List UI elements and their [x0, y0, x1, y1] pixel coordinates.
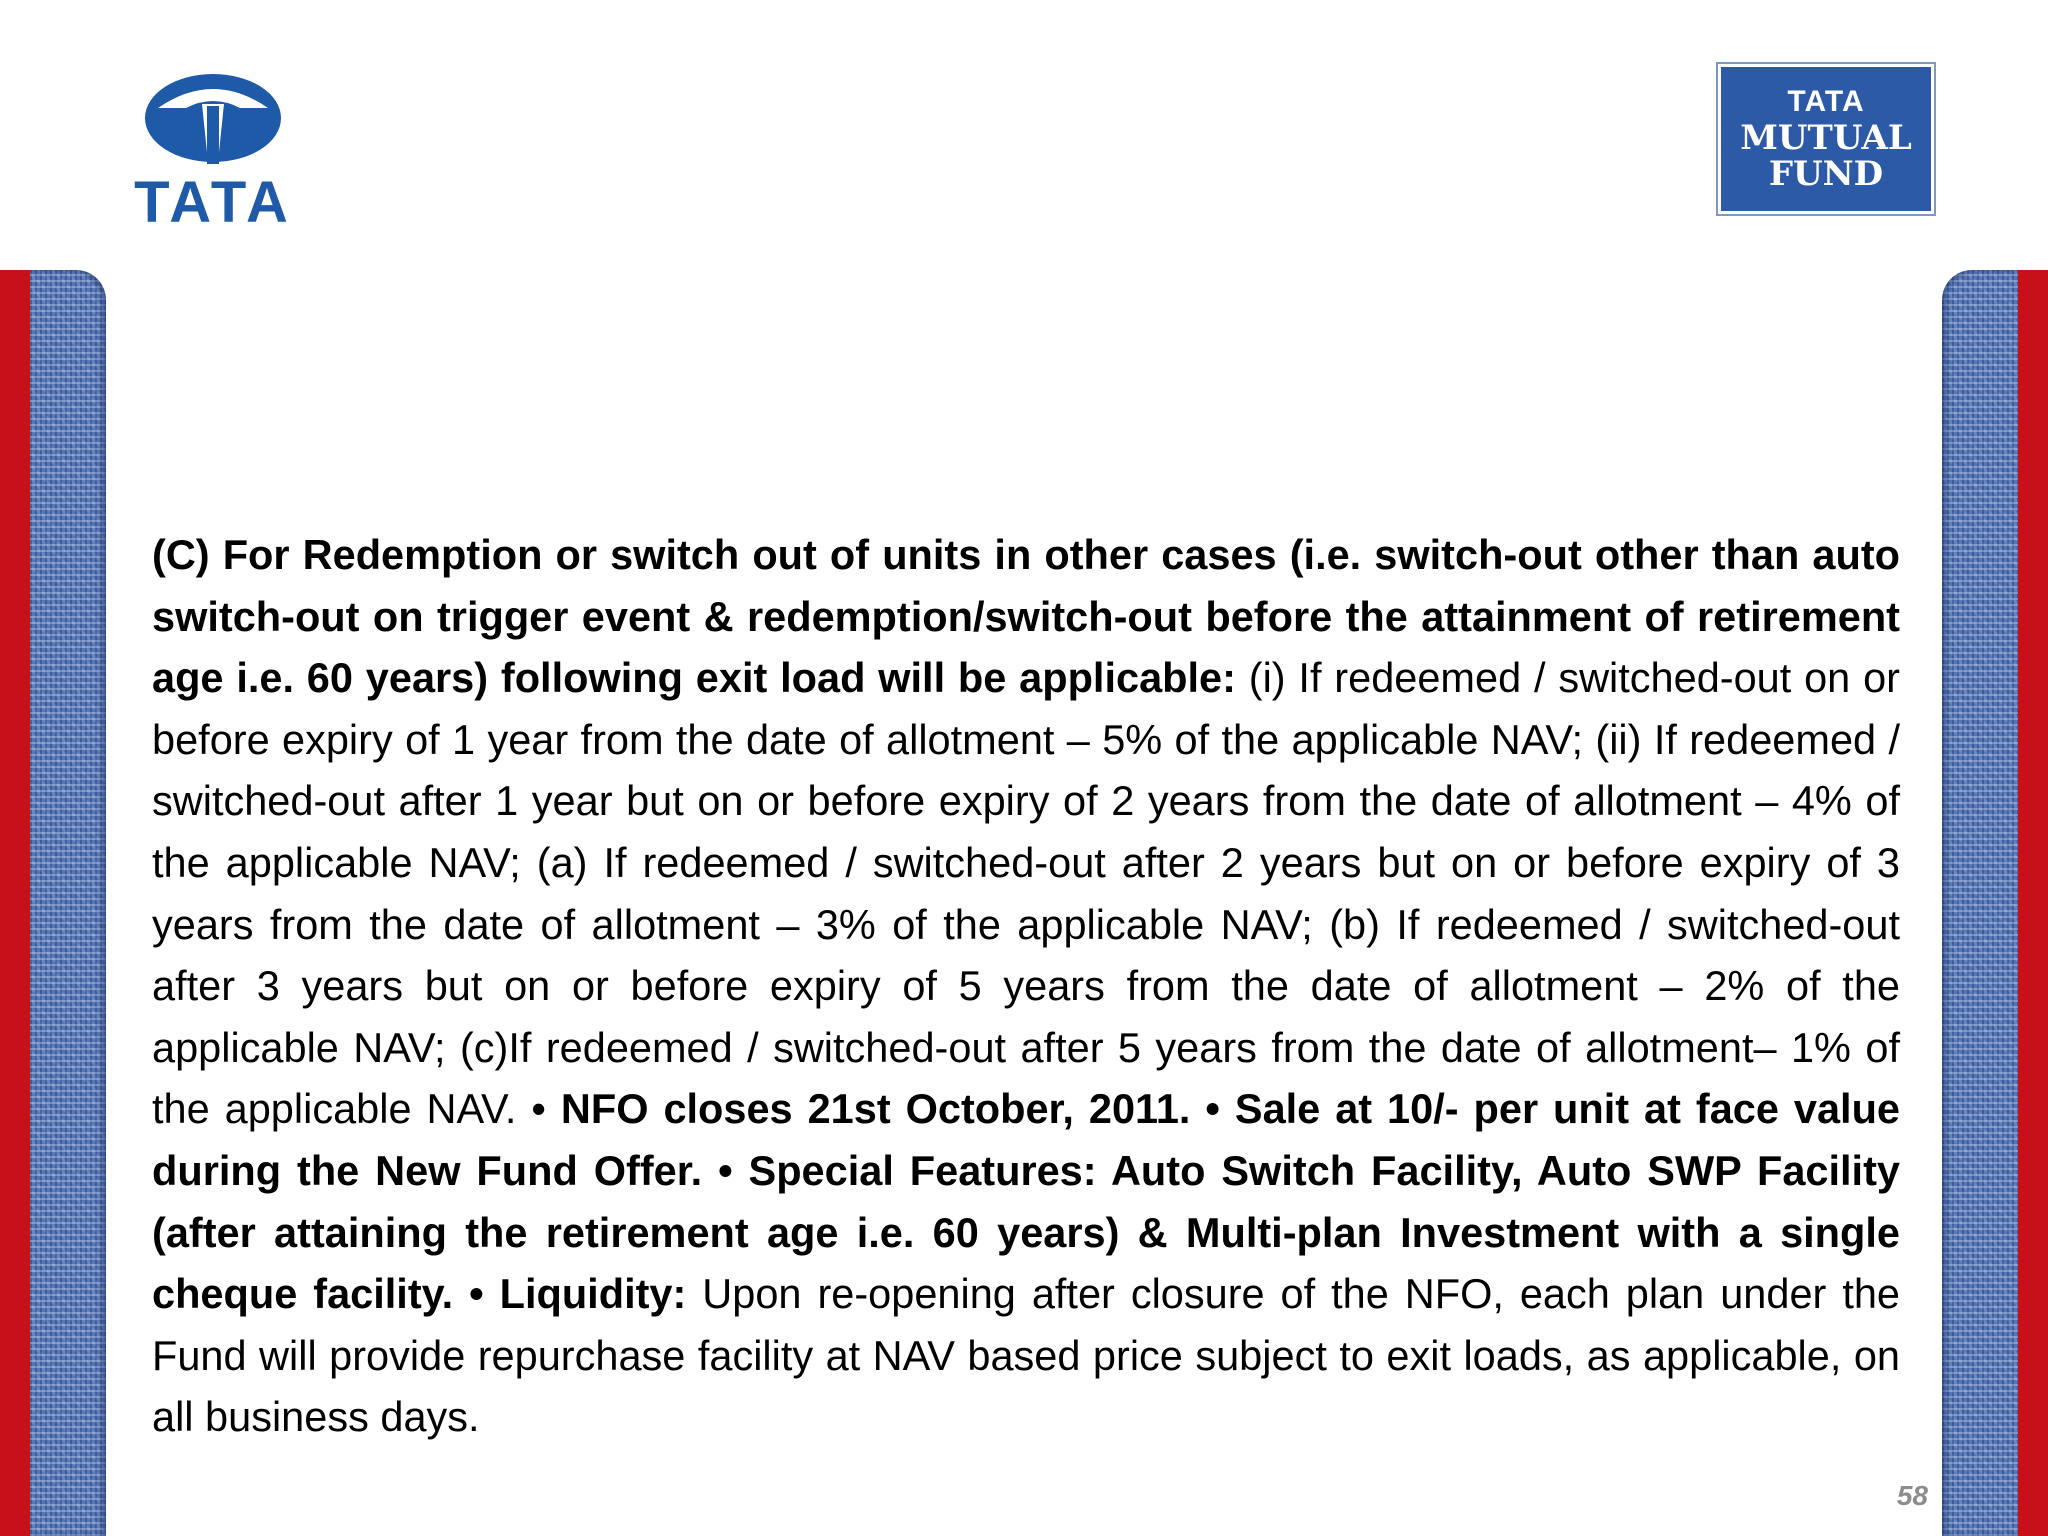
- right-decorative-border: [1942, 270, 2048, 1536]
- tmf-logo-line3: FUND: [1768, 153, 1884, 194]
- tata-logo: [118, 68, 308, 235]
- nfo-features: NFO closes 21st October, 2011. • Sale at 10/- per unit at face value during the New Fund Offer. • Special Features: Auto Switch Facility, Auto SWP Facility (after attaining the retirement age i.e. 60 years) & Multi-plan Investment with a single cheque facility. • Liquidity:: [152, 1085, 1901, 1318]
- exit-load-heading: (C) For Redemption or switch out of units in other cases (i.e. switch-out other than auto switch-out on trigger event & redemption/switch-out before the attainment of retirement age i.e. 60 years) following exit load will be applicable:: [152, 531, 1900, 702]
- exit-load-details: (i) If redeemed / switched-out on or before expiry of 1 year from the date of allotment – 5% of the applicable NAV; (ii) If redeemed / switched-out after 1 year but on or before expiry of 2 years from the date of allotment – 4% of the applicable NAV; (a) If redeemed / switched-out after 2 years but on or before expiry of 3 years from the date of allotment – 3% of the applicable NAV; (b) If redeemed / switched-out after 3 years but on or before expiry of 5 years from the date of allotment – 2% of the applicable NAV; (c)If redeemed / switched-out after 5 years from the date of allotment– 1% of the applicable NAV. •: [152, 654, 1900, 1133]
- right-red-strip: [2018, 270, 2048, 1536]
- tata-emblem-icon: [118, 68, 308, 168]
- left-red-strip: [0, 270, 30, 1536]
- right-textured-panel: [1942, 270, 2018, 1536]
- liquidity-details: Upon re-opening after closure of the NFO, each plan under the Fund will provide repurchase facility at NAV based price subject to exit loads, as applicable, on all business days.: [152, 1270, 1901, 1441]
- body-text: [152, 524, 1900, 1448]
- tata-wordmark: TATA: [134, 170, 292, 235]
- left-decorative-border: [0, 270, 106, 1536]
- page-number: 58: [1896, 1480, 1928, 1511]
- tmf-logo-line1: TATA: [1787, 84, 1865, 118]
- tmf-logo-line2: MUTUAL: [1740, 118, 1912, 159]
- left-textured-panel: [30, 270, 106, 1536]
- tata-mutual-fund-logo: [1716, 62, 1936, 216]
